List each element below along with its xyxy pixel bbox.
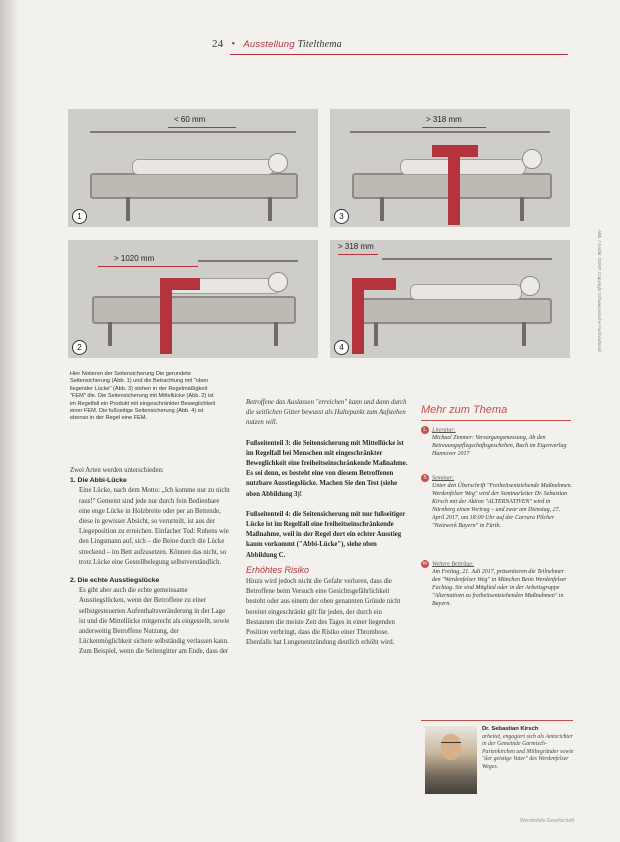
figure-caption: Hier Notieren der Seitensicherung Die gerundete Seitensicherung (Abb. 1) und die Betrachtung mit "oben liegender Lücke" (Abb. 3) stehen in der Regelmäßigkeit "FEM" die. Die Seitensicherung mit Mittellücke (Abb. 2) ist im Regelfall ein Produkt mit eingeschränkter Beweglichkeit einer FEM. Die fußseitige Seitensicherung (Abb. 4) ist ebenso in der Regel eine FEM.	[70, 371, 216, 422]
header-rule	[230, 54, 568, 55]
sidebar-title: Mehr zum Thema	[421, 404, 508, 416]
figure-1-measure: < 60 mm	[174, 115, 206, 124]
page-fold-shadow	[0, 0, 18, 842]
header-title: Titelthema	[297, 39, 342, 50]
figure-4-bed-leg	[374, 322, 378, 346]
intro-text: Zwei Arten werden unterschieden:	[70, 467, 164, 474]
figure-1-bed	[90, 173, 298, 199]
figure-4-label: 4	[334, 340, 349, 355]
figure-3-measure-line	[422, 127, 486, 128]
figure-3-label: 3	[334, 209, 349, 224]
figure-1	[68, 109, 318, 227]
header-section: Ausstellung	[243, 39, 295, 50]
figure-1-rail	[90, 131, 296, 133]
figure-3-exit-arrow-stem	[448, 149, 460, 225]
article-column-2	[246, 398, 408, 648]
figure-2-rail	[198, 260, 298, 262]
figure-1-bed-leg	[268, 197, 272, 221]
figure-2-bed-leg	[274, 322, 278, 346]
figure-2-measure: > 1020 mm	[114, 254, 155, 263]
figure-2-measure-line	[98, 266, 198, 267]
paragraph-abbi-luecke: Eine Lücke, nach dem Motto: „Ich komme nur zu nicht raus!" Gemeint sind jede nur durch fein Bedienbare eine enge Lücke in Holzbreite oder per an Bettende, diese in gewisser Absicht, so verurteilt, ist aus der Liegeposition zu erreichen. Einfacher Tod: Ruhens wie den Lingsmann auf, sich – die Beine durch die Lücke streckend – im Bett aufzusetzen. Können das nicht, so trotz Lücke eine Gestellbelegung selbstverständlich.	[79, 487, 230, 566]
sidebar-item-seminar	[421, 474, 573, 530]
article-icon: W	[422, 561, 428, 567]
figure-2	[68, 240, 318, 358]
figure-2-exit-arrow-stem	[160, 278, 172, 354]
author-glasses	[441, 742, 461, 747]
sidebar-item-text: Michael Zimmer: Versorgungsmessung, Ab den Betreuungspflegschaftsgeschehen, Buch im Eigenverlag Hannover 2017	[432, 435, 567, 458]
figure-4	[330, 240, 570, 358]
page-header	[212, 38, 342, 50]
figure-credit: Abb. / Grafik: DGKP, Copyright Schweizerische Fachverband	[597, 230, 602, 352]
figure-1-patient-head	[268, 153, 288, 173]
figure-3	[330, 109, 570, 227]
figure-4-measure: > 318 mm	[338, 242, 374, 251]
author-photo	[425, 726, 477, 794]
page-footer: Werdenfels Gesellschaft	[519, 818, 574, 824]
figure-1-patient	[132, 159, 274, 175]
sidebar-item-label: Weitere Beiträge:	[432, 561, 475, 568]
subheading-erhoehtes-risiko: Erhöhtes Risiko	[246, 564, 310, 575]
sidebar-item-label: Seminar:	[432, 475, 454, 482]
figure-3-patient	[400, 159, 526, 175]
paragraph-risiko: Hinzu wird jedoch nicht die Gefahr verloren, dass die Betroffene beim Versuch eine Gesichtsgefährlichkeit besteht oder aus einem der oben genannten Gründe nicht bereitet eingeschränkt gilt für jeden, der durch ein Bestaunen die meiste Zeit des Tages in einer liegenden Position verbringt, dass die Risiko einer Thrombose. Ebenfalls hat Lungenentzündung deutlich erhöht wird.	[246, 578, 401, 647]
sidebar-item-label: Literatur:	[432, 427, 456, 434]
figure-2-label: 2	[72, 340, 87, 355]
figure-3-measure: > 318 mm	[426, 115, 462, 124]
figure-2-patient-head	[268, 272, 288, 292]
author-face	[441, 734, 461, 760]
paragraph-echte-lucke: Es gibt aber auch die echte gemeinsame Ausstiegslücken, wenn der Betroffene zu einer selbstgesteuerten Aufenthaltsveränderung in der Lage ist und die Mittellücke mitgerecht als eingestellt, sowie anderweitig Betroffene Nutzung, der Lückenmöglichkeit sichere selbständig verlassen kann. Zum Beispiel, wenn die Seitengitter am Ende, dass der	[79, 587, 230, 656]
figure-4-rail	[382, 258, 552, 260]
figure-4-bed	[352, 298, 552, 324]
author-name: Dr. Sebastian Kirsch	[482, 726, 539, 732]
article-column-1	[70, 466, 230, 658]
figure-1-label: 1	[72, 209, 87, 224]
seminar-icon: S	[421, 474, 429, 482]
figure-3-patient-head	[522, 149, 542, 169]
sidebar-item-beitraege	[421, 560, 573, 608]
subheading-echte-lucke: 2. Die echte Ausstiegslücke	[70, 577, 160, 585]
figure-1-bed-leg	[126, 197, 130, 221]
figure-4-bed-leg	[522, 322, 526, 346]
sidebar-item-text: Am Freitag, 21. Juli 2017, präsentieren die Teilnehmer den "Werdenfelser Weg" in München Beim Werdenfelser Fachtag. Sie sind Mitglied oder in der Arbeitsgruppe "Alternativen zu freiheitsentziehenden Maßnahmen" in Bayern.	[432, 569, 567, 608]
figure-4-patient	[410, 284, 522, 300]
header-separator: •	[231, 38, 236, 50]
figure-4-measure-line	[338, 254, 378, 255]
figure-2-bed	[92, 296, 296, 324]
figure-3-bed-leg	[520, 197, 524, 221]
paragraph-fussteil-4: Fußseitenteil 4: die Seitensicherung mit nur fußseitiger Lücke ist im Regelfall eine freiheitseinschränkende Maßnahme, weil in der Regel dort ein echter Ausstieg kaum vorkommt ("Abbi-Lücke"), siehe oben Abbildung C.	[246, 510, 406, 559]
figure-3-rail	[350, 131, 550, 133]
author-description: arbeitet, engagiert sich als Amtsrichter in der Gemeinde Garmisch-Partenkirchen und Mitbegründer sowie "der geistige Vater" des Werdenfelser Weges.	[482, 733, 574, 770]
figure-2-bed-leg	[108, 322, 112, 346]
sidebar-item-literatur	[421, 426, 573, 458]
figure-1-measure-line	[168, 127, 236, 128]
subheading-abbi-luecke: 1. Die Abbi-Lücke	[70, 477, 127, 485]
figure-4-exit-arrow-stem	[352, 278, 364, 354]
figure-4-patient-head	[520, 276, 540, 296]
literature-icon: L	[421, 426, 429, 434]
page-number: 24	[212, 38, 224, 50]
paragraph-continuation: Betroffene das Auslassen "erreichen" kann und dann durch die seitlichen Gitter bewusst als Haltepunkt zum Aufstehen nutzen will.	[246, 399, 407, 427]
author-bio	[482, 726, 576, 772]
sidebar-rule	[421, 420, 571, 421]
sidebar-item-text: Unter den Überschrift "Freiheitsentziehende Maßnahmen. Werdenfelser Weg" wird der Seminarleiter Dr. Sebastian Kirsch mit der Aktion "ALTERNATIVEN" wird in Nürnberg einen Vortrag – und zwar am Dienstag, 27. April 2017, um 18:00 Uhr auf der Carrara Pilcher "Netzwerk Bayern" in Fürth.	[432, 483, 573, 530]
paragraph-fussteil-3: Fußseitenteil 3: die Seitensicherung mit Mittellücke ist im Regelfall bei Menschen mit eingeschränkter Beweglichkeit eine freiheitseinschränkende Maßnahme. Es sei denn, es besteht eine von diesem Betroffenen nutzbare Ausstiegslücke. Machen Sie den Test (siehe oben Abbildung 3)!	[246, 439, 408, 498]
figure-3-bed-leg	[380, 197, 384, 221]
